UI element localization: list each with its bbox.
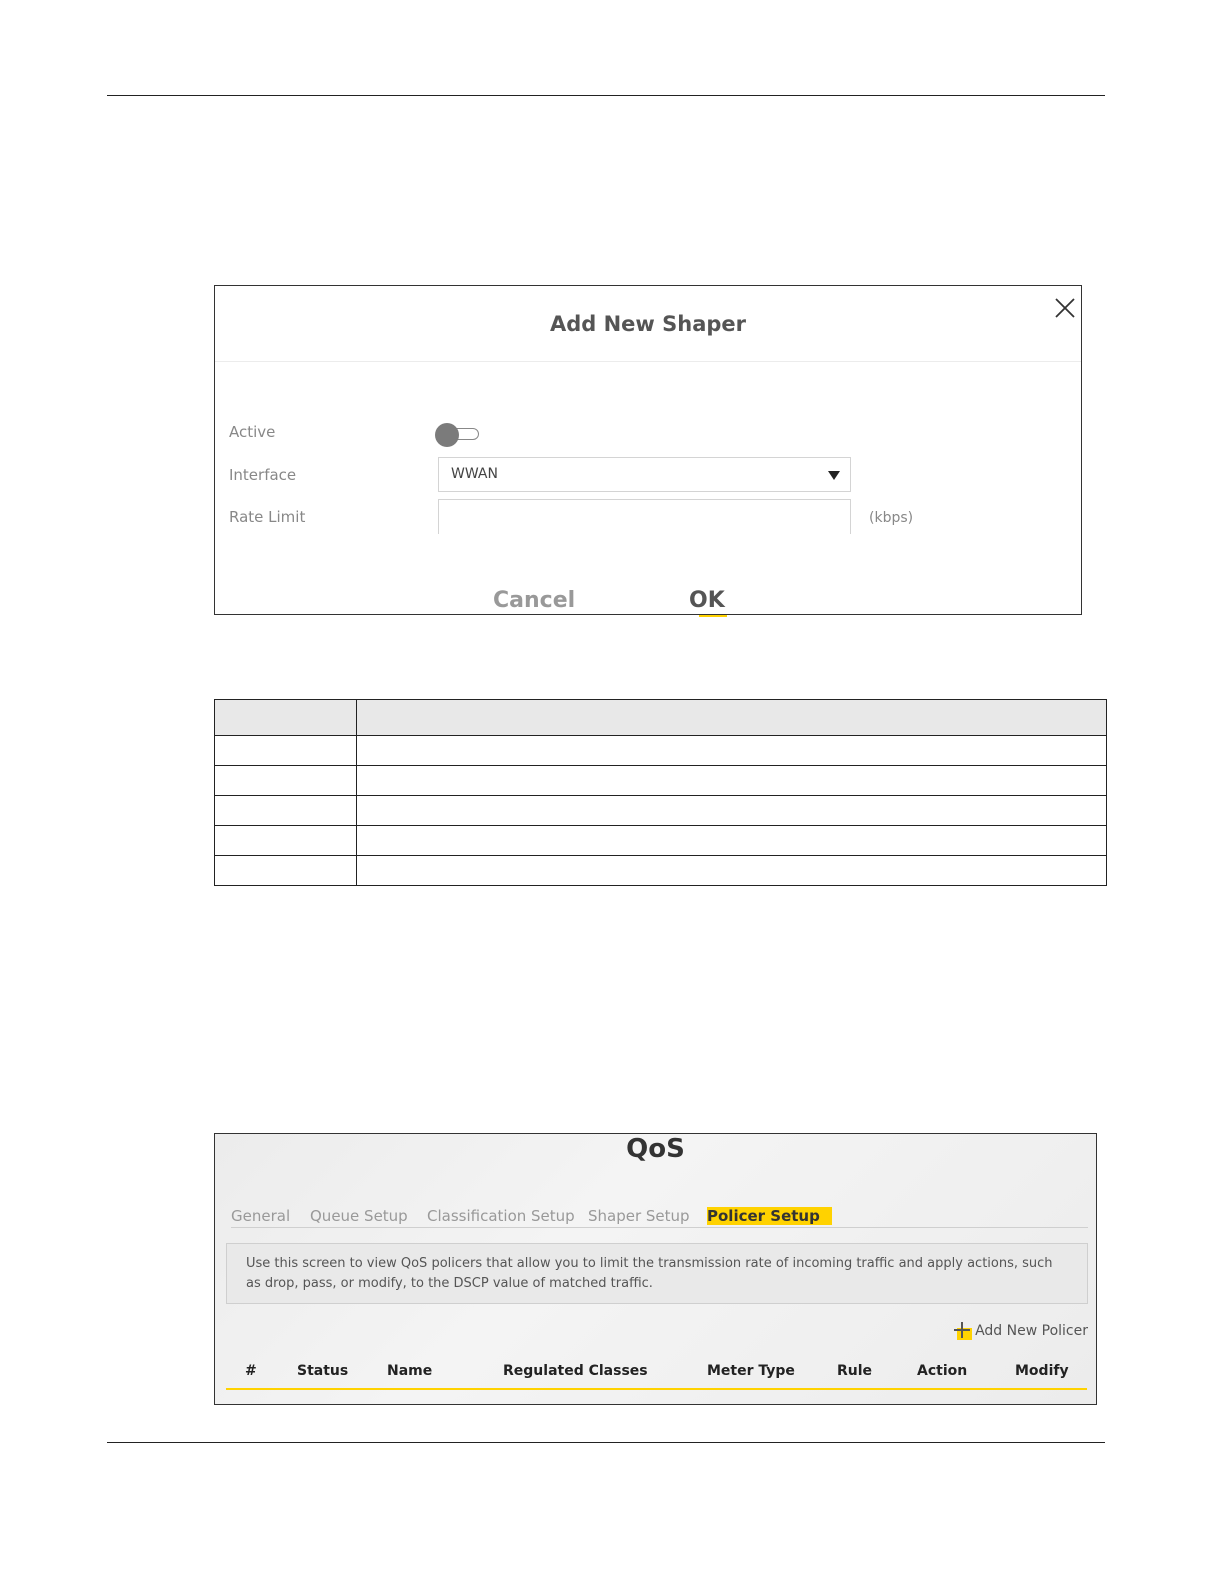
cancel-button[interactable]: Cancel [493,588,576,613]
dialog-title: Add New Shaper [549,312,747,336]
add-new-shaper-dialog [214,285,1082,615]
plus-icon [954,1322,972,1340]
table-row [215,826,1107,856]
header-underline [226,1388,1087,1390]
column-header-rule: Rule [837,1363,873,1379]
description-box: Use this screen to view QoS policers that allow you to limit the transmission rate of incoming traffic and apply actions, such as drop, pass, or modify, to the DSCP value of matched traffic. [226,1243,1088,1304]
table-cell [357,796,1107,826]
tab-policer-setup[interactable] [707,1207,844,1225]
active-label: Active [229,423,276,441]
tab-policer-setup-label: Policer Setup [707,1207,832,1225]
page-footer-rule [107,1442,1105,1443]
field-description-table [214,699,1107,886]
table-cell [357,856,1107,886]
rate-limit-label: Rate Limit [229,508,306,526]
close-icon[interactable] [1053,296,1077,320]
column-header-modify: Modify [1015,1363,1069,1379]
column-header-meter-type: Meter Type [707,1363,795,1379]
table-cell [357,766,1107,796]
interface-select[interactable] [438,457,851,492]
table-cell [215,826,357,856]
column-header-action: Action [917,1363,968,1379]
interface-label: Interface [229,466,297,484]
ok-label: OK [689,588,725,613]
qos-panel [214,1133,1097,1405]
table-row [215,736,1107,766]
table-cell [215,856,357,886]
column-header-status: Status [297,1363,349,1379]
table-row [215,766,1107,796]
table-header-cell [215,700,357,736]
tab-divider [231,1227,1088,1228]
tab-queue-setup[interactable]: Queue Setup [310,1207,408,1225]
page-header-rule [107,95,1105,96]
table-cell [357,826,1107,856]
tab-general[interactable]: General [231,1207,291,1225]
tab-classification-setup[interactable]: Classification Setup [427,1207,575,1225]
ok-button[interactable] [689,588,725,613]
table-cell [357,736,1107,766]
page-title: QoS [626,1134,685,1164]
table-cell [215,736,357,766]
column-header-number: # [245,1363,257,1379]
rate-limit-input[interactable] [438,499,851,534]
table-header-row [215,700,1107,736]
rate-limit-unit: (kbps) [869,510,914,526]
column-header-regulated-classes: Regulated Classes [503,1363,648,1379]
active-toggle[interactable] [435,423,481,445]
table-header-cell [357,700,1107,736]
add-new-policer-label: Add New Policer [975,1323,1088,1339]
interface-value: WWAN [451,466,498,482]
column-header-name: Name [387,1363,433,1379]
toggle-knob [435,423,459,447]
add-new-policer-button[interactable] [954,1322,1088,1340]
tab-shaper-setup[interactable]: Shaper Setup [588,1207,690,1225]
dialog-divider [215,361,1081,362]
table-cell [215,766,357,796]
table-row [215,796,1107,826]
chevron-down-icon [828,471,840,480]
table-row [215,856,1107,886]
table-cell [215,796,357,826]
